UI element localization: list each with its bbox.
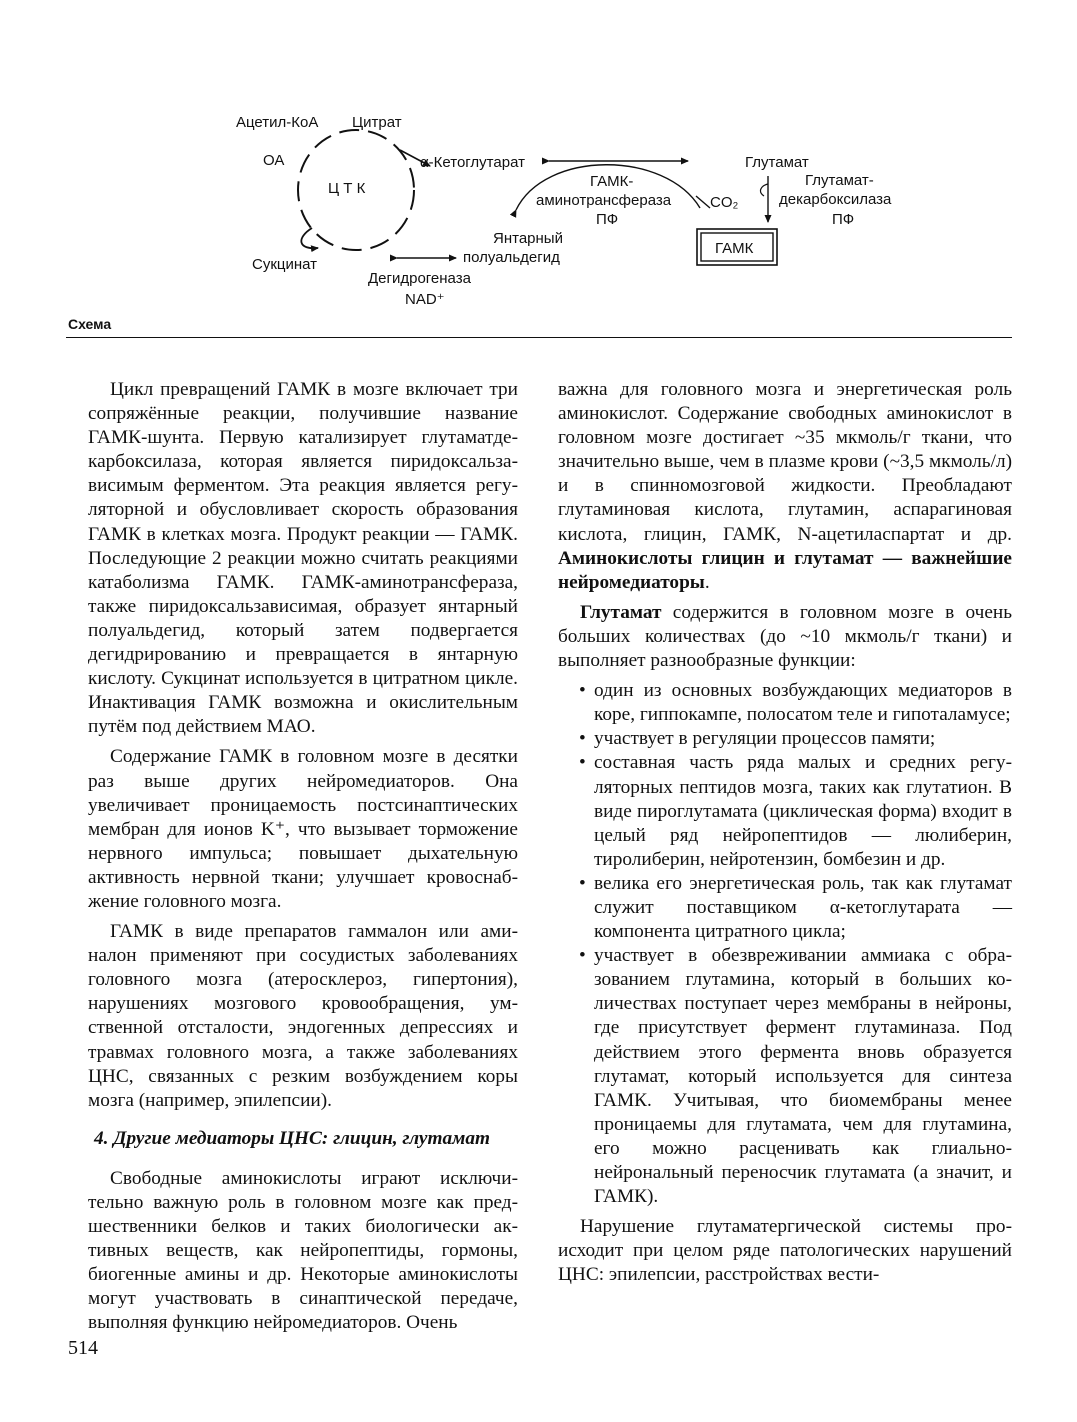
right-column xyxy=(558,378,1012,1293)
glutamate-label: Глутамат xyxy=(745,154,809,171)
function-list xyxy=(558,679,1012,1209)
citrate-label: Цитрат xyxy=(352,114,402,131)
emphasis-text: Глутамат xyxy=(580,601,662,623)
paragraph: Содержание ГАМК в головном мозге в десятки раз выше других нейромедиаторов. Она увеличивает проницаемость постсинаптических мембран для ионов K⁺, что вызывает торможение нервного импульса; повышает дыхательную активность нервной ткани; улучшает кровоснабжение головного мозга. xyxy=(88,746,518,912)
oa-label: ОА xyxy=(263,152,285,169)
paragraph-text: . xyxy=(704,571,710,593)
gaba-box-label: ГАМК xyxy=(715,240,754,257)
decarboxylase-label-1: Глутамат- xyxy=(805,172,874,189)
paragraph: Нарушение глутаматергической системы происходит при целом ряде патологических нарушений ЦНС: эпилепсии, расстройствах вести- xyxy=(558,1216,1012,1286)
paragraph: ГАМК в виде препаратов гаммалон или аминалон применяют при сосудистых заболеваниях головного мозга (атеросклероз, гипертония), нарушениях мозгового кровообращения, умственной отсталости, эндогенных депрессиях и травмах головного мозга, а также заболеваниях ЦНС, связанных с резким возбуждением коры мозга (например, эпилепсии). xyxy=(88,921,518,1111)
list-item: • один из основных возбуждающих медиаторов в коре, гиппокампе, полосатом теле и гипоталамусе; xyxy=(558,679,1012,727)
figure-caption: Схема xyxy=(68,316,112,332)
gaba-shunt-diagram xyxy=(0,0,1077,330)
paragraph: Свободные аминокислоты играют исключительно важную роль в головном мозге как предшественники белков и таких биологически активных веществ, как нейропептиды, гормоны, биогенные амины и др. Некоторые аминокислоты могут участвовать в синаптической передаче, выполняя функцию нейромедиаторов. Очень xyxy=(88,1167,518,1334)
dehydrogenase-label: Дегидрогеназа xyxy=(368,270,471,287)
succinate-arrow xyxy=(301,228,318,248)
paragraph xyxy=(558,601,1012,673)
succinic-semialdehyde-label-2: полуальдегид xyxy=(463,249,560,266)
list-item: • участвует в обезвреживании аммиака с образованием глутамина, который в больших количествах поступает через мембраны в нейроны, где присутствует фермент глутаминаза. Под действием этого фермента вновь образуется глутамат, который используется для синтеза ГАМК. Учитывая, что биомембраны менее проницаемы для глутамата, чем для глутамина, его можно расценивать как глиально-нейрональный переносчик глутамата (а значит, и ГАМК). xyxy=(558,944,1012,1209)
tca-label: Ц Т К xyxy=(328,180,366,197)
decarboxylase-label-2: декарбоксилаза xyxy=(779,191,892,208)
succinate-label: Сукцинат xyxy=(252,256,318,273)
emphasis-text: Аминокислоты глицин и глутамат — важнейшие нейромедиаторы xyxy=(558,547,1012,593)
list-item: • составная часть ряда малых и средних регуляторных пептидов мозга, таких как глутатион. В виде пироглутамата (циклическая форма) входит в целый ряд нейропептидов — люлиберин, тиролиберин, нейротензин, бомбезин и др. xyxy=(558,751,1012,871)
paragraph: Цикл превращений ГАМК в мозге включает три сопряжённые реакции, получившие название ГАМК-шунта. Первую катализирует глутаматдекарбоксилаза, которая является пиридоксальзависимым ферментом. Эта реакция является регуляторной и обусловливает скорость образования ГАМК в клетках мозга. Продукт реакции — ГАМК. Последующие 2 реакции можно считать реакциями катаболизма ГАМК. ГАМК-аминотрансфераза, также пиридоксальзависимая, образует янтарный полуальдегид, который затем подвергается дегидрированию и превращается в янтарную кислоту. Сукцинат используется в цитратном цикле. Инактивация ГАМК возможна и окислительным путём под действием МАО. xyxy=(88,379,518,738)
caption-rule xyxy=(66,337,1012,338)
list-item: • велика его энергетическая роль, так как глутамат служит поставщиком α-кетоглутарата — компонента цитратного цикла; xyxy=(558,872,1012,944)
page-number: 514 xyxy=(68,1337,98,1359)
gaba-transaminase-label-3: ПФ xyxy=(596,211,619,228)
paragraph-text: важна для головного мозга и энергетическая роль аминокислот. Содержание свободных аминокислот в головном мозге достигает ~35 мкмоль/г ткани, что значительно выше, чем в плазме крови (~3,5 мкмоль/л) и в спинномозговой жидкости. Преобладают глутаминовая кислота, глутамин, аспарагиновая кислота, глицин, ГАМК, N-ацетиласпартат и др. xyxy=(558,379,1012,545)
list-item: • участвует в регуляции процессов памяти; xyxy=(558,727,1012,751)
acetyl-coa-label: Ацетил-КоА xyxy=(236,114,319,131)
decarboxylase-label-3: ПФ xyxy=(832,211,855,228)
paragraph-text: содержится в головном мозге в очень больших количествах (до ~10 мкмоль/г ткани) и выполняет разнообразные функции: xyxy=(558,601,1012,672)
succinic-semialdehyde-label-1: Янтарный xyxy=(493,230,563,247)
co2-label: CO₂ xyxy=(710,194,739,211)
left-column xyxy=(88,378,518,1342)
gaba-transaminase-label-2: аминотрансфераза xyxy=(536,192,672,209)
ketoglutarate-label: α-Кетоглутарат xyxy=(420,154,525,171)
paragraph xyxy=(558,378,1012,595)
section-heading: 4. Другие медиаторы ЦНС: глицин, глутамат xyxy=(94,1127,490,1149)
gaba-transaminase-label-1: ГАМК- xyxy=(590,173,634,190)
nad-label: NAD⁺ xyxy=(405,291,445,308)
